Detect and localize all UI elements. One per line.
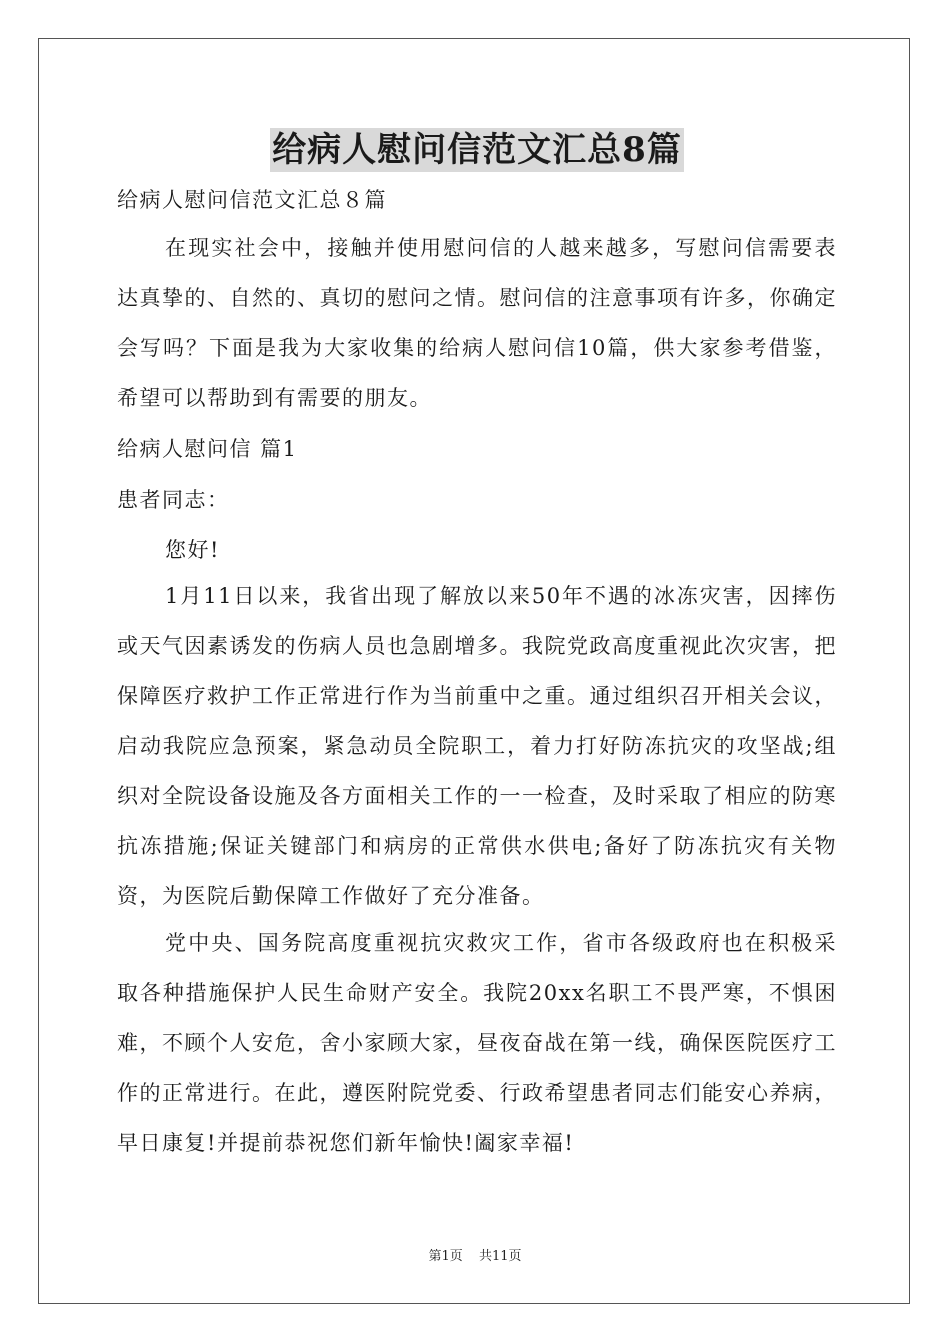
document-title: 给病人慰问信范文汇总8篇 [272,130,682,170]
page-footer [0,1245,950,1264]
page-total: 共11页 [478,1249,522,1264]
intro-paragraph: 在现实社会中，接触并使用慰问信的人越来越多，写慰问信需要表达真挚的、自然的、真切的慰问之情。慰问信的注意事项有许多，你确定会写吗？下面是我为大家收集的给病人慰问信10篇，供大家参考借鉴，希望可以帮助到有需要的朋友。 [117,236,837,410]
body-paragraph-1: 1月11日以来，我省出现了解放以来50年不遇的冰冻灾害，因摔伤或天气因素诱发的伤病人员也急剧增多。我院党政高度重视此次灾害，把保障医疗救护工作正常进行作为当前重中之重。通过组织召开相关会议，启动我院应急预案，紧急动员全院职工，着力打好防冻抗灾的攻坚战;组织对全院设备设施及各方面相关工作的一一检查，及时采取了相应的防寒抗冻措施;保证关键部门和病房的正常供水供电;备好了防冻抗灾有关物资，为医院后勤保障工作做好了充分准备。 [117,584,837,908]
salutation: 患者同志： [117,488,230,512]
section-heading: 给病人慰问信 篇1 [117,437,298,461]
document-subtitle: 给病人慰问信范文汇总８篇 [117,188,387,212]
greeting: 您好! [165,538,220,562]
title-wrap [117,128,837,172]
body-paragraph-2: 党中央、国务院高度重视抗灾救灾工作，省市各级政府也在积极采取各种措施保护人民生命财产安全。我院20xx名职工不畏严寒，不惧困难，不顾个人安危，舍小家顾大家，昼夜奋战在第一线，确保医院医疗工作的正常进行。在此，遵医附院党委、行政希望患者同志们能安心养病，早日康复!并提前恭祝您们新年愉快!阖家幸福! [117,931,837,1155]
page-number: 第1页 [428,1249,463,1264]
